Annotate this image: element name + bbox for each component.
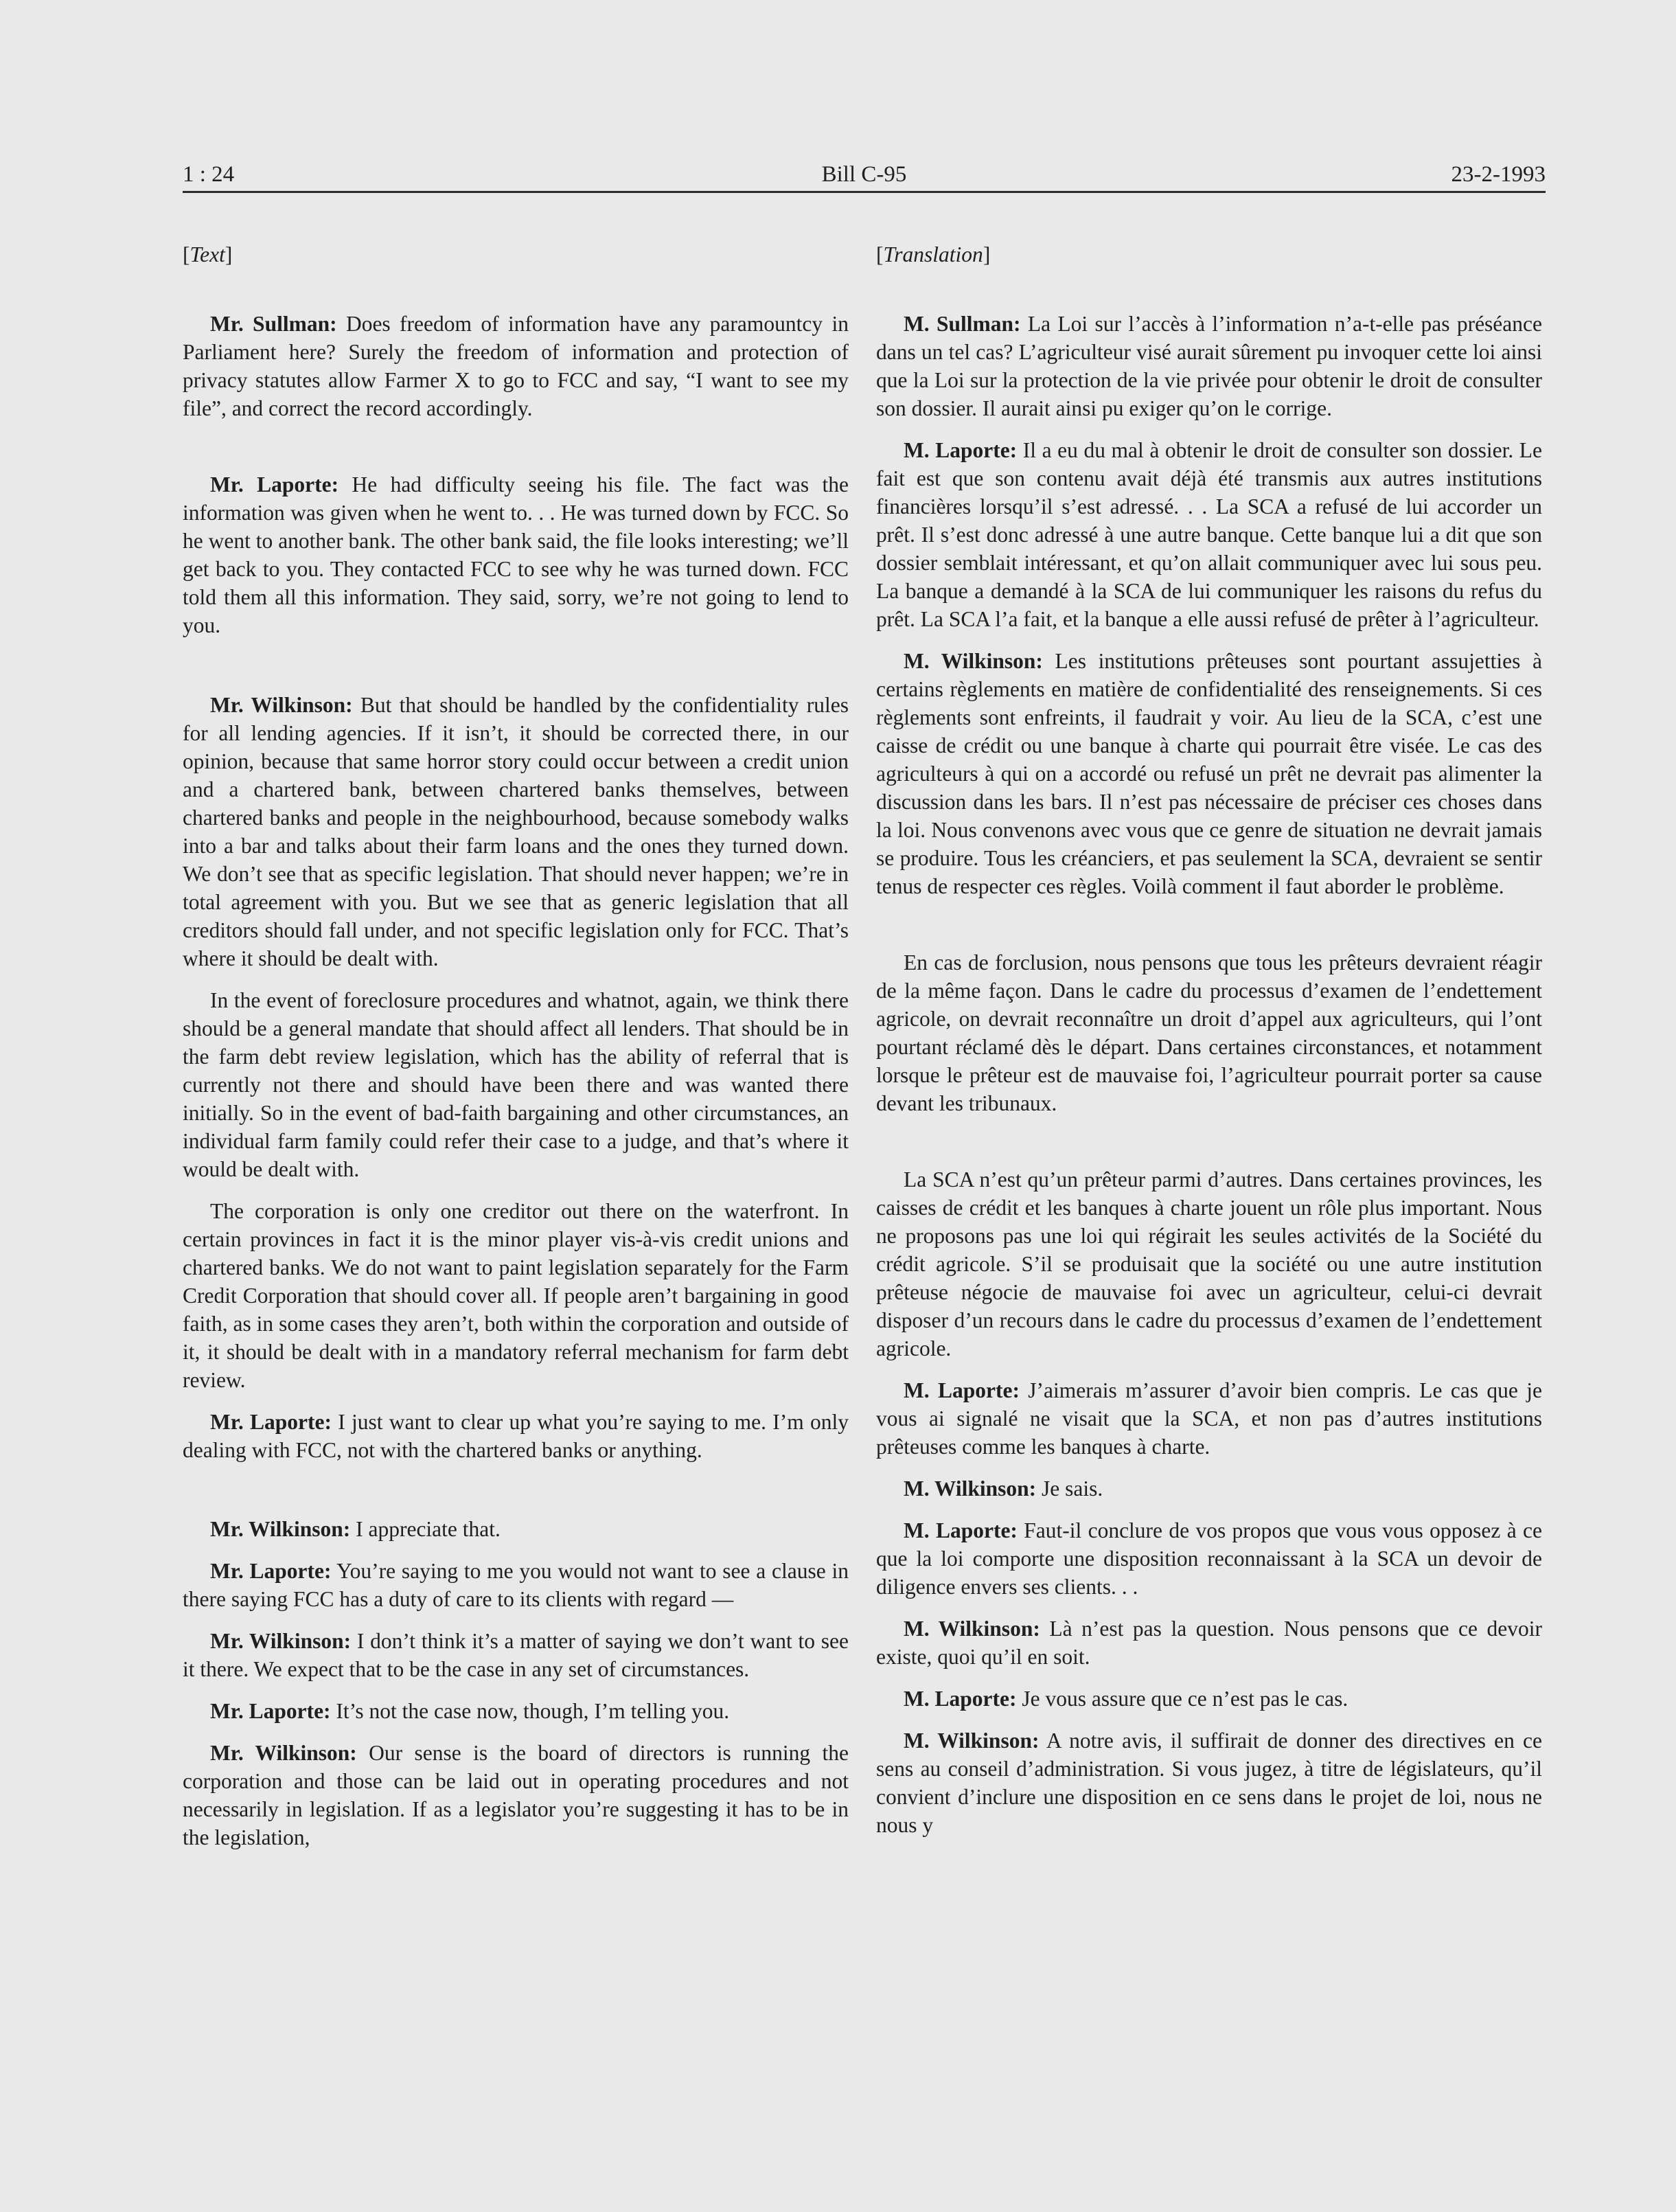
english-paragraph	[183, 1557, 849, 1613]
english-paragraph	[183, 1627, 849, 1683]
french-column	[876, 240, 1542, 1839]
speaker-name: Mr. Wilkinson:	[210, 1741, 357, 1765]
english-paragraph	[183, 1739, 849, 1851]
speaker-name: M. Wilkinson:	[904, 1729, 1040, 1753]
paragraph-text: Faut-il conclure de vos propos que vous vous opposez à ce que la loi comporte une disposition reconnaissant à la SCA un devoir de diligence envers ses clients. . .	[876, 1518, 1542, 1599]
paragraph-text: It’s not the case now, though, I’m telling you.	[330, 1699, 730, 1723]
english-column	[183, 240, 849, 1851]
speaker-name: Mr. Wilkinson:	[210, 693, 353, 717]
paragraph-text: Les institutions prêteuses sont pourtant assujetties à certains règlements en matière de confidentialité des renseignements. Si ces règlements sont enfreints, il faudrait y voir. Au lieu de la SCA, c’est une caisse de crédit ou une banque à charte qui pourrait être visée. Le cas des agriculteurs à qui on a accordé ou refusé un prêt ne devrait pas alimenter la discussion dans les bars. Il n’est pas nécessaire de préciser ces choses dans la loi. Nous convenons avec vous que ce genre de situation ne devrait jamais se produire. Tous les créanciers, et pas seulement la SCA, devraient se sentir tenus de respecter ces règles. Voilà comment il faut aborder le problème.	[876, 649, 1543, 898]
english-paragraph	[183, 1408, 849, 1464]
english-paragraph	[183, 986, 849, 1183]
speaker-name: Mr. Laporte:	[210, 1559, 332, 1583]
paragraph-text: I don’t think it’s a matter of saying we don’t want to see it there. We expect that to be the case in any set of circumstances.	[183, 1629, 849, 1681]
paragraph-text: Our sense is the board of directors is running the corporation and those can be laid out in operating procedures and not necessarily in legislation. If as a legislator you’re suggesting it has to be in the legislation,	[183, 1741, 849, 1849]
translation-label: [Translation]	[876, 242, 991, 266]
speaker-name: Mr. Wilkinson:	[210, 1629, 352, 1653]
english-paragraph	[183, 310, 849, 422]
paragraph-text: You’re saying to me you would not want to see a clause in there saying FCC has a duty of care to its clients with regard —	[183, 1559, 849, 1611]
speaker-name: M. Laporte:	[904, 1378, 1020, 1402]
paragraph-text: He had difficulty seeing his file. The fact was the information was given when he went to. . . He was turned down by FCC. So he went to another bank. The other bank said, the file looks interesting; we’ll get back to you. They contacted FCC to see why he was turned down. FCC told them all this information. They said, sorry, we’re not going to lend to you.	[183, 472, 849, 637]
speaker-name: M. Wilkinson:	[904, 1617, 1040, 1641]
french-paragraph	[876, 1685, 1542, 1713]
french-paragraph	[876, 1615, 1542, 1671]
french-paragraph	[876, 647, 1542, 900]
french-paragraph	[876, 948, 1542, 1117]
speaker-name: Mr. Laporte:	[210, 472, 339, 497]
english-paragraph	[183, 1697, 849, 1725]
french-paragraph	[876, 1165, 1542, 1362]
paragraph-text: But that should be handled by the confidentiality rules for all lending agencies. If it isn’t, it should be corrected there, in our opinion, because that same horror story could occur between a credit union and a chartered bank, between chartered banks themselves, between chartered banks and people in the neighbourhood, because somebody walks into a bar and talks about their farm loans and the ones they turned down. We don’t see that as specific legislation. That should never happen; we’re in total agreement with you. But we see that as generic legislation that all creditors should fall under, and not specific legislation only for FCC. That’s where it should be dealt with.	[183, 693, 849, 970]
paragraph-text: Does freedom of information have any paramountcy in Parliament here? Surely the freedom of information and protection of privacy statutes allow Farmer X to go to FCC and say, “I want to see my file”, and correct the record accordingly.	[183, 312, 849, 420]
paragraph-text: Je vous assure que ce n’est pas le cas.	[1016, 1687, 1348, 1711]
speaker-name: M. Wilkinson:	[904, 649, 1043, 673]
paragraph-text: A notre avis, il suffirait de donner des directives en ce sens au conseil d’administration. Si vous jugez, à titre de législateurs, qu’il convient d’inclure une disposition en ce sens dans le projet de loi, nous ne nous y	[876, 1729, 1543, 1837]
paragraph-text: In the event of foreclosure procedures and whatnot, again, we think there should be a general mandate that should affect all lenders. That should be in the farm debt review legislation, which has the ability of referral that is currently not there and should have been there and was wanted there initially. So in the event of bad-faith bargaining and other circumstances, an individual farm family could refer their case to a judge, and that’s where it would be dealt with.	[183, 988, 849, 1181]
french-paragraph	[876, 436, 1542, 633]
paragraph-text: Il a eu du mal à obtenir le droit de consulter son dossier. Le fait est que son contenu avait déjà été transmis aux autres institutions financières lorsqu’il s’est adressé. . . La SCA a refusé de lui accorder un prêt. Il s’est donc adressé à une autre banque. Cette banque lui a dit que son dossier semblait intéressant, et qu’on allait communiquer avec lui sous peu. La banque a demandé à la SCA de lui communiquer les raisons du refus du prêt. La SCA l’a fait, et la banque a elle aussi refusé de prêter à l’agriculteur.	[876, 438, 1542, 631]
page-header	[183, 159, 1546, 193]
paragraph-text: I just want to clear up what you’re saying to me. I’m only dealing with FCC, not with the chartered banks or anything.	[183, 1410, 849, 1462]
speaker-name: Mr. Laporte:	[210, 1410, 332, 1434]
paragraph-text: Là n’est pas la question. Nous pensons que ce devoir existe, quoi qu’il en soit.	[876, 1617, 1542, 1669]
french-paragraph	[876, 1376, 1542, 1461]
paragraph-text: La Loi sur l’accès à l’information n’a-t-elle pas préséance dans un tel cas? L’agriculteur visé aurait sûrement pu invoquer cette loi ainsi que la Loi sur la protection de la vie privée pour obtenir le droit de consulter son dossier. Il aurait ainsi pu exiger qu’on le corrige.	[876, 312, 1542, 420]
speaker-name: M. Laporte:	[904, 1518, 1018, 1542]
speaker-name: Mr. Sullman:	[210, 312, 337, 336]
bill-title: Bill C-95	[821, 162, 907, 187]
page-number: 1 : 24	[183, 162, 235, 187]
english-paragraph	[183, 1515, 849, 1543]
french-paragraph	[876, 1726, 1542, 1839]
page-date: 23-2-1993	[1451, 162, 1546, 187]
paragraph-text: En cas de forclusion, nous pensons que tous les prêteurs devraient réagir de la même façon. Dans le cadre du processus d’examen de l’endettement agricole, on devrait reconnaître un droit d’appel aux agriculteurs, qui l’ont pourtant réclamé dès le départ. Dans certaines circonstances, et notamment lorsque le prêteur est de mauvaise foi, l’agriculteur pourrait porter sa cause devant les tribunaux.	[876, 950, 1542, 1115]
french-paragraph	[876, 1474, 1542, 1503]
french-paragraph	[876, 1516, 1542, 1601]
english-paragraph	[183, 1197, 849, 1394]
paragraph-text: Je sais.	[1036, 1476, 1103, 1501]
paragraph-text: J’aimerais m’assurer d’avoir bien compris. Le cas que je vous ai signalé ne visait que la SCA, et non pas d’autres institutions prêteuses comme les banques à charte.	[876, 1378, 1543, 1459]
text-label: [Text]	[183, 242, 233, 266]
english-paragraph	[183, 470, 849, 639]
speaker-name: M. Wilkinson:	[904, 1476, 1037, 1501]
speaker-name: M. Laporte:	[904, 438, 1018, 462]
speaker-name: Mr. Laporte:	[210, 1699, 331, 1723]
english-paragraph	[183, 691, 849, 972]
french-paragraph	[876, 310, 1542, 422]
paragraph-text: I appreciate that.	[350, 1517, 501, 1541]
speaker-name: Mr. Wilkinson:	[210, 1517, 351, 1541]
paragraph-text: The corporation is only one creditor out there on the waterfront. In certain provinces in fact it is the minor player vis-à-vis credit unions and chartered banks. We do not want to paint legislation separately for the Farm Credit Corporation that should cover all. If people aren’t bargaining in good faith, as in some cases they aren’t, both within the corporation and outside of it, it should be dealt with in a mandatory referral mechanism for farm debt review.	[183, 1199, 849, 1392]
speaker-name: M. Sullman:	[904, 312, 1021, 336]
speaker-name: M. Laporte:	[904, 1687, 1017, 1711]
paragraph-text: La SCA n’est qu’un prêteur parmi d’autres. Dans certaines provinces, les caisses de crédit et les banques à charte jouent un rôle plus important. Nous ne proposons pas une loi qui régirait les seules activités de la Société du crédit agricole. S’il se produisait que la société ou une autre institution prêteuse négocie de mauvaise foi avec un agriculteur, celui-ci devrait disposer d’un recours dans le cadre du processus d’examen de l’endettement agricole.	[876, 1167, 1542, 1360]
